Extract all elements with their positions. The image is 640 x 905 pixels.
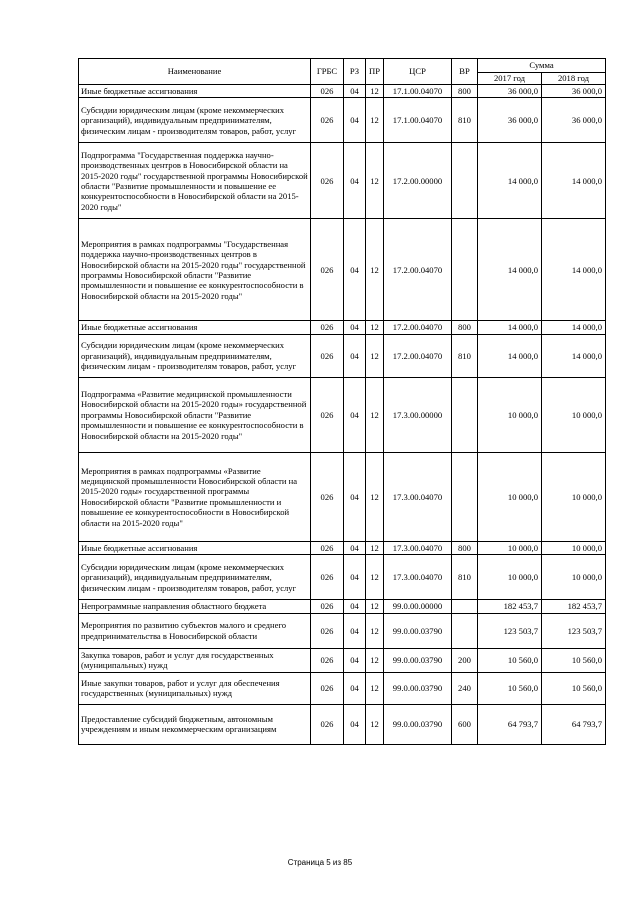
cell-rz: 04 [344,85,366,98]
cell-csr: 17.2.00.00000 [384,143,452,219]
cell-rz: 04 [344,704,366,744]
cell-vr: 810 [452,98,478,143]
cell-vr [452,613,478,648]
cell-grbs: 026 [311,648,344,672]
cell-y2017: 123 503,7 [478,613,542,648]
budget-table [78,58,606,745]
cell-name: Подпрограмма "Государственная поддержка научно-производственных центров в Новосибирской области на 2015-2020 годы" государственной программы Новосибирской области "Развитие промышленности и повышение ее конкурентоспособности в Новосибирской области на 2015-2020 годы" [79,143,311,219]
cell-pr: 12 [366,219,384,321]
cell-vr: 600 [452,704,478,744]
cell-csr: 17.1.00.04070 [384,85,452,98]
cell-rz: 04 [344,452,366,541]
cell-csr: 99.0.00.03790 [384,704,452,744]
cell-grbs: 026 [311,321,344,334]
table-row [79,98,606,143]
cell-pr: 12 [366,672,384,704]
cell-vr: 810 [452,555,478,600]
cell-grbs: 026 [311,613,344,648]
page-number: Страница 5 из 85 [287,858,353,867]
cell-grbs: 026 [311,452,344,541]
cell-y2018: 10 560,0 [542,672,606,704]
cell-pr: 12 [366,555,384,600]
table-row [79,143,606,219]
cell-y2018: 10 560,0 [542,648,606,672]
cell-grbs: 026 [311,541,344,554]
header-year-2017: 2017 год [478,73,542,85]
cell-vr: 200 [452,648,478,672]
cell-y2017: 10 000,0 [478,555,542,600]
table-row [79,334,606,377]
cell-y2017: 14 000,0 [478,219,542,321]
cell-y2017: 182 453,7 [478,600,542,613]
cell-grbs: 026 [311,672,344,704]
cell-rz: 04 [344,648,366,672]
cell-name: Иные бюджетные ассигнования [79,85,311,98]
cell-y2018: 36 000,0 [542,85,606,98]
cell-name: Иные бюджетные ассигнования [79,321,311,334]
cell-rz: 04 [344,555,366,600]
table-row [79,672,606,704]
cell-y2017: 10 000,0 [478,541,542,554]
table-row [79,648,606,672]
cell-y2017: 10 560,0 [478,672,542,704]
cell-y2018: 123 503,7 [542,613,606,648]
cell-name: Субсидии юридическим лицам (кроме некоммерческих организаций), индивидуальным предпринимателям, физическим лицам - производителям товаров, работ, услуг [79,334,311,377]
cell-rz: 04 [344,600,366,613]
table-header [79,59,606,85]
cell-y2017: 64 793,7 [478,704,542,744]
cell-y2017: 10 000,0 [478,377,542,452]
cell-y2017: 10 000,0 [478,452,542,541]
table-row [79,377,606,452]
cell-vr: 800 [452,321,478,334]
table-row [79,555,606,600]
cell-y2017: 14 000,0 [478,334,542,377]
cell-y2017: 36 000,0 [478,98,542,143]
cell-y2017: 14 000,0 [478,321,542,334]
cell-name: Мероприятия по развитию субъектов малого и среднего предпринимательства в Новосибирской области [79,613,311,648]
cell-pr: 12 [366,98,384,143]
header-pr: ПР [366,59,384,85]
cell-name: Предоставление субсидий бюджетным, автономным учреждениям и иным некоммерческим организациям [79,704,311,744]
table-row [79,321,606,334]
table-row [79,452,606,541]
cell-y2018: 10 000,0 [542,555,606,600]
cell-grbs: 026 [311,334,344,377]
cell-y2018: 10 000,0 [542,452,606,541]
cell-y2017: 14 000,0 [478,143,542,219]
table-row [79,219,606,321]
cell-pr: 12 [366,321,384,334]
cell-csr: 17.2.00.04070 [384,321,452,334]
cell-rz: 04 [344,98,366,143]
cell-vr: 800 [452,85,478,98]
cell-pr: 12 [366,541,384,554]
cell-vr: 240 [452,672,478,704]
table-row [79,85,606,98]
cell-name: Иные бюджетные ассигнования [79,541,311,554]
cell-pr: 12 [366,334,384,377]
cell-vr [452,600,478,613]
cell-vr [452,143,478,219]
cell-csr: 17.1.00.04070 [384,98,452,143]
cell-y2018: 10 000,0 [542,377,606,452]
cell-rz: 04 [344,541,366,554]
table-row [79,541,606,554]
cell-vr [452,219,478,321]
cell-rz: 04 [344,613,366,648]
cell-rz: 04 [344,321,366,334]
cell-pr: 12 [366,648,384,672]
header-vr: ВР [452,59,478,85]
cell-csr: 17.3.00.04070 [384,541,452,554]
cell-y2018: 10 000,0 [542,541,606,554]
cell-csr: 99.0.00.03790 [384,648,452,672]
cell-rz: 04 [344,672,366,704]
cell-grbs: 026 [311,219,344,321]
cell-csr: 17.3.00.04070 [384,452,452,541]
table-body [79,85,606,745]
header-grbs: ГРБС [311,59,344,85]
header-sum: Сумма [478,59,606,73]
cell-rz: 04 [344,219,366,321]
header-year-2018: 2018 год [542,73,606,85]
table-row [79,613,606,648]
cell-csr: 17.2.00.04070 [384,334,452,377]
cell-vr: 800 [452,541,478,554]
table-row [79,600,606,613]
cell-csr: 99.0.00.03790 [384,672,452,704]
cell-rz: 04 [344,334,366,377]
header-name: Наименование [79,59,311,85]
cell-y2018: 14 000,0 [542,143,606,219]
cell-grbs: 026 [311,98,344,143]
cell-pr: 12 [366,600,384,613]
cell-csr: 17.3.00.04070 [384,555,452,600]
header-csr: ЦСР [384,59,452,85]
cell-y2018: 36 000,0 [542,98,606,143]
cell-pr: 12 [366,85,384,98]
cell-vr: 810 [452,334,478,377]
cell-y2017: 36 000,0 [478,85,542,98]
cell-pr: 12 [366,704,384,744]
cell-vr [452,377,478,452]
cell-name: Подпрограмма «Развитие медицинской промышленности Новосибирской области на 2015-2020 годы» государственной программы Новосибирской области "Развитие промышленности и повышение ее конкурентоспособности в Новосибирской области на 2015-2020 годы" [79,377,311,452]
cell-grbs: 026 [311,704,344,744]
cell-y2018: 14 000,0 [542,334,606,377]
cell-grbs: 026 [311,85,344,98]
cell-grbs: 026 [311,600,344,613]
cell-name: Субсидии юридическим лицам (кроме некоммерческих организаций), индивидуальным предпринимателям, физическим лицам - производителям товаров, работ, услуг [79,98,311,143]
cell-vr [452,452,478,541]
cell-grbs: 026 [311,143,344,219]
cell-name: Закупка товаров, работ и услуг для государственных (муниципальных) нужд [79,648,311,672]
cell-y2017: 10 560,0 [478,648,542,672]
cell-grbs: 026 [311,377,344,452]
cell-y2018: 14 000,0 [542,219,606,321]
cell-rz: 04 [344,143,366,219]
cell-csr: 17.2.00.04070 [384,219,452,321]
cell-grbs: 026 [311,555,344,600]
cell-pr: 12 [366,143,384,219]
cell-rz: 04 [344,377,366,452]
cell-csr: 99.0.00.03790 [384,613,452,648]
cell-pr: 12 [366,452,384,541]
cell-name: Мероприятия в рамках подпрограммы «Развитие медицинской промышленности Новосибирской области на 2015-2020 годы» государственной программы Новосибирской области "Развитие промышленности и повышение ее конкурентоспособности в Новосибирской области на 2015-2020 годы" [79,452,311,541]
header-rz: РЗ [344,59,366,85]
cell-name: Субсидии юридическим лицам (кроме некоммерческих организаций), индивидуальным предпринимателям, физическим лицам - производителям товаров, работ, услуг [79,555,311,600]
table-row [79,704,606,744]
cell-csr: 17.3.00.00000 [384,377,452,452]
cell-name: Иные закупки товаров, работ и услуг для обеспечения государственных (муниципальных) нужд [79,672,311,704]
cell-csr: 99.0.00.00000 [384,600,452,613]
cell-name: Непрограммные направления областного бюджета [79,600,311,613]
cell-y2018: 64 793,7 [542,704,606,744]
cell-name: Мероприятия в рамках подпрограммы "Государственная поддержка научно-производственных центров в Новосибирской области на 2015-2020 годы" государственной программы Новосибирской области "Развитие промышленности и повышение ее конкурентоспособности в Новосибирской области на 2015-2020 годы" [79,219,311,321]
cell-pr: 12 [366,377,384,452]
cell-pr: 12 [366,613,384,648]
cell-y2018: 14 000,0 [542,321,606,334]
cell-y2018: 182 453,7 [542,600,606,613]
